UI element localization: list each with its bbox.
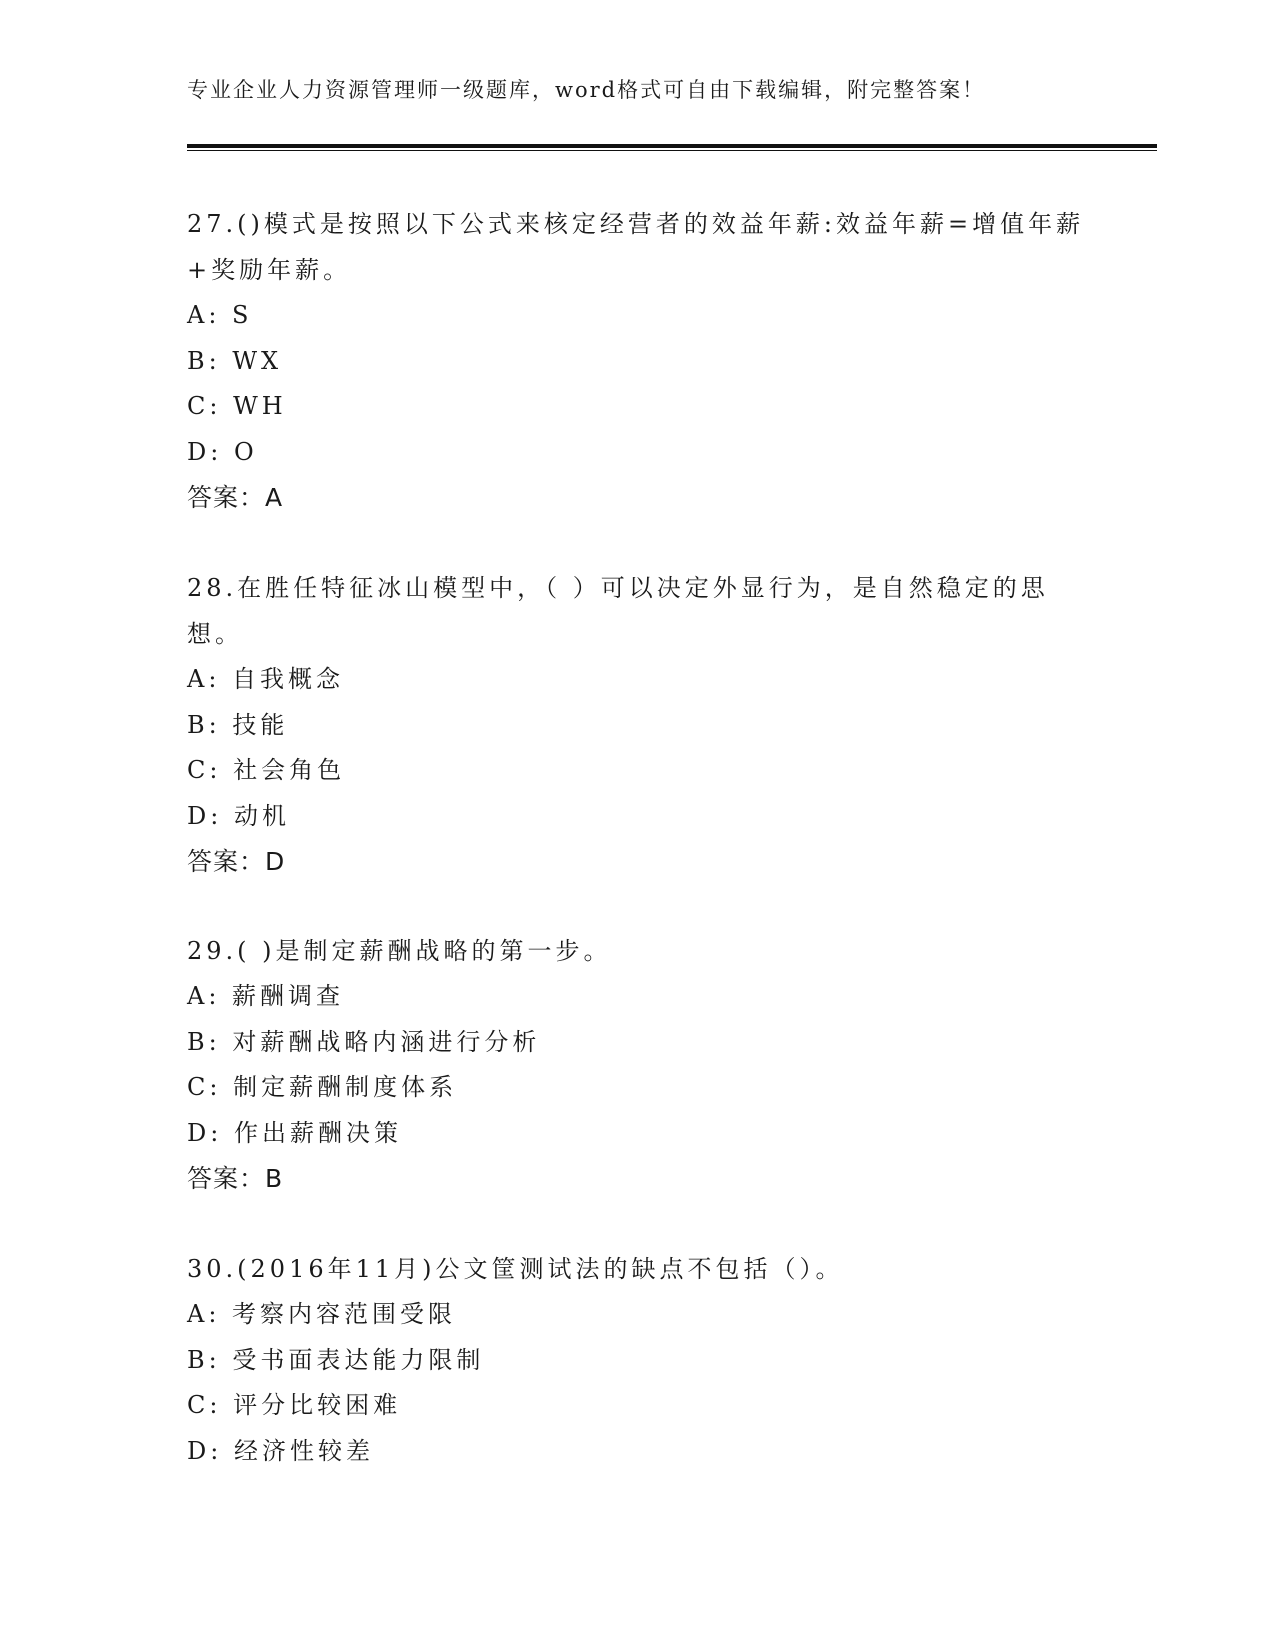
header-divider-thick <box>187 144 1157 148</box>
option-c: C: WH <box>187 392 287 420</box>
option-d: D: O <box>187 437 258 466</box>
option-c: C: 社会角色 <box>187 756 346 784</box>
option-c: C: 制定薪酬制度体系 <box>187 1073 458 1101</box>
header-divider-thin <box>187 150 1157 151</box>
question-30 <box>187 1246 1087 1474</box>
question-28 <box>187 565 1087 885</box>
option-b: B: WX <box>187 346 283 375</box>
question-29 <box>187 928 1087 1202</box>
option-b: B: 对薪酬战略内涵进行分析 <box>187 1027 541 1056</box>
answer-label: 答案：D <box>187 847 286 876</box>
option-b: B: 受书面表达能力限制 <box>187 1345 485 1374</box>
option-b: B: 技能 <box>187 710 289 739</box>
question-text: 27.()模式是按照以下公式来核定经营者的效益年薪:效益年薪=增值年薪+奖励年薪。 <box>187 210 1085 284</box>
option-c: C: 评分比较困难 <box>187 1391 402 1419</box>
option-a: A: 考察内容范围受限 <box>187 1300 457 1328</box>
question-text: 30.(2016年11月)公文筐测试法的缺点不包括（）。 <box>187 1255 844 1283</box>
document-header: 专业企业人力资源管理师一级题库，word格式可自由下载编辑，附完整答案！ <box>187 78 986 102</box>
option-d: D: 经济性较差 <box>187 1436 374 1465</box>
answer-label: 答案：A <box>187 483 284 512</box>
option-a: A: 自我概念 <box>187 665 345 693</box>
question-text: 29.( )是制定薪酬战略的第一步。 <box>187 937 612 965</box>
question-text: 28.在胜任特征冰山模型中，（ ）可以决定外显行为，是自然稳定的思想。 <box>187 574 1049 648</box>
question-27 <box>187 201 1087 521</box>
option-a: A: S <box>187 301 253 329</box>
option-d: D: 动机 <box>187 801 290 830</box>
option-a: A: 薪酬调查 <box>187 982 345 1010</box>
answer-label: 答案：B <box>187 1164 284 1193</box>
option-d: D: 作出薪酬决策 <box>187 1118 402 1147</box>
